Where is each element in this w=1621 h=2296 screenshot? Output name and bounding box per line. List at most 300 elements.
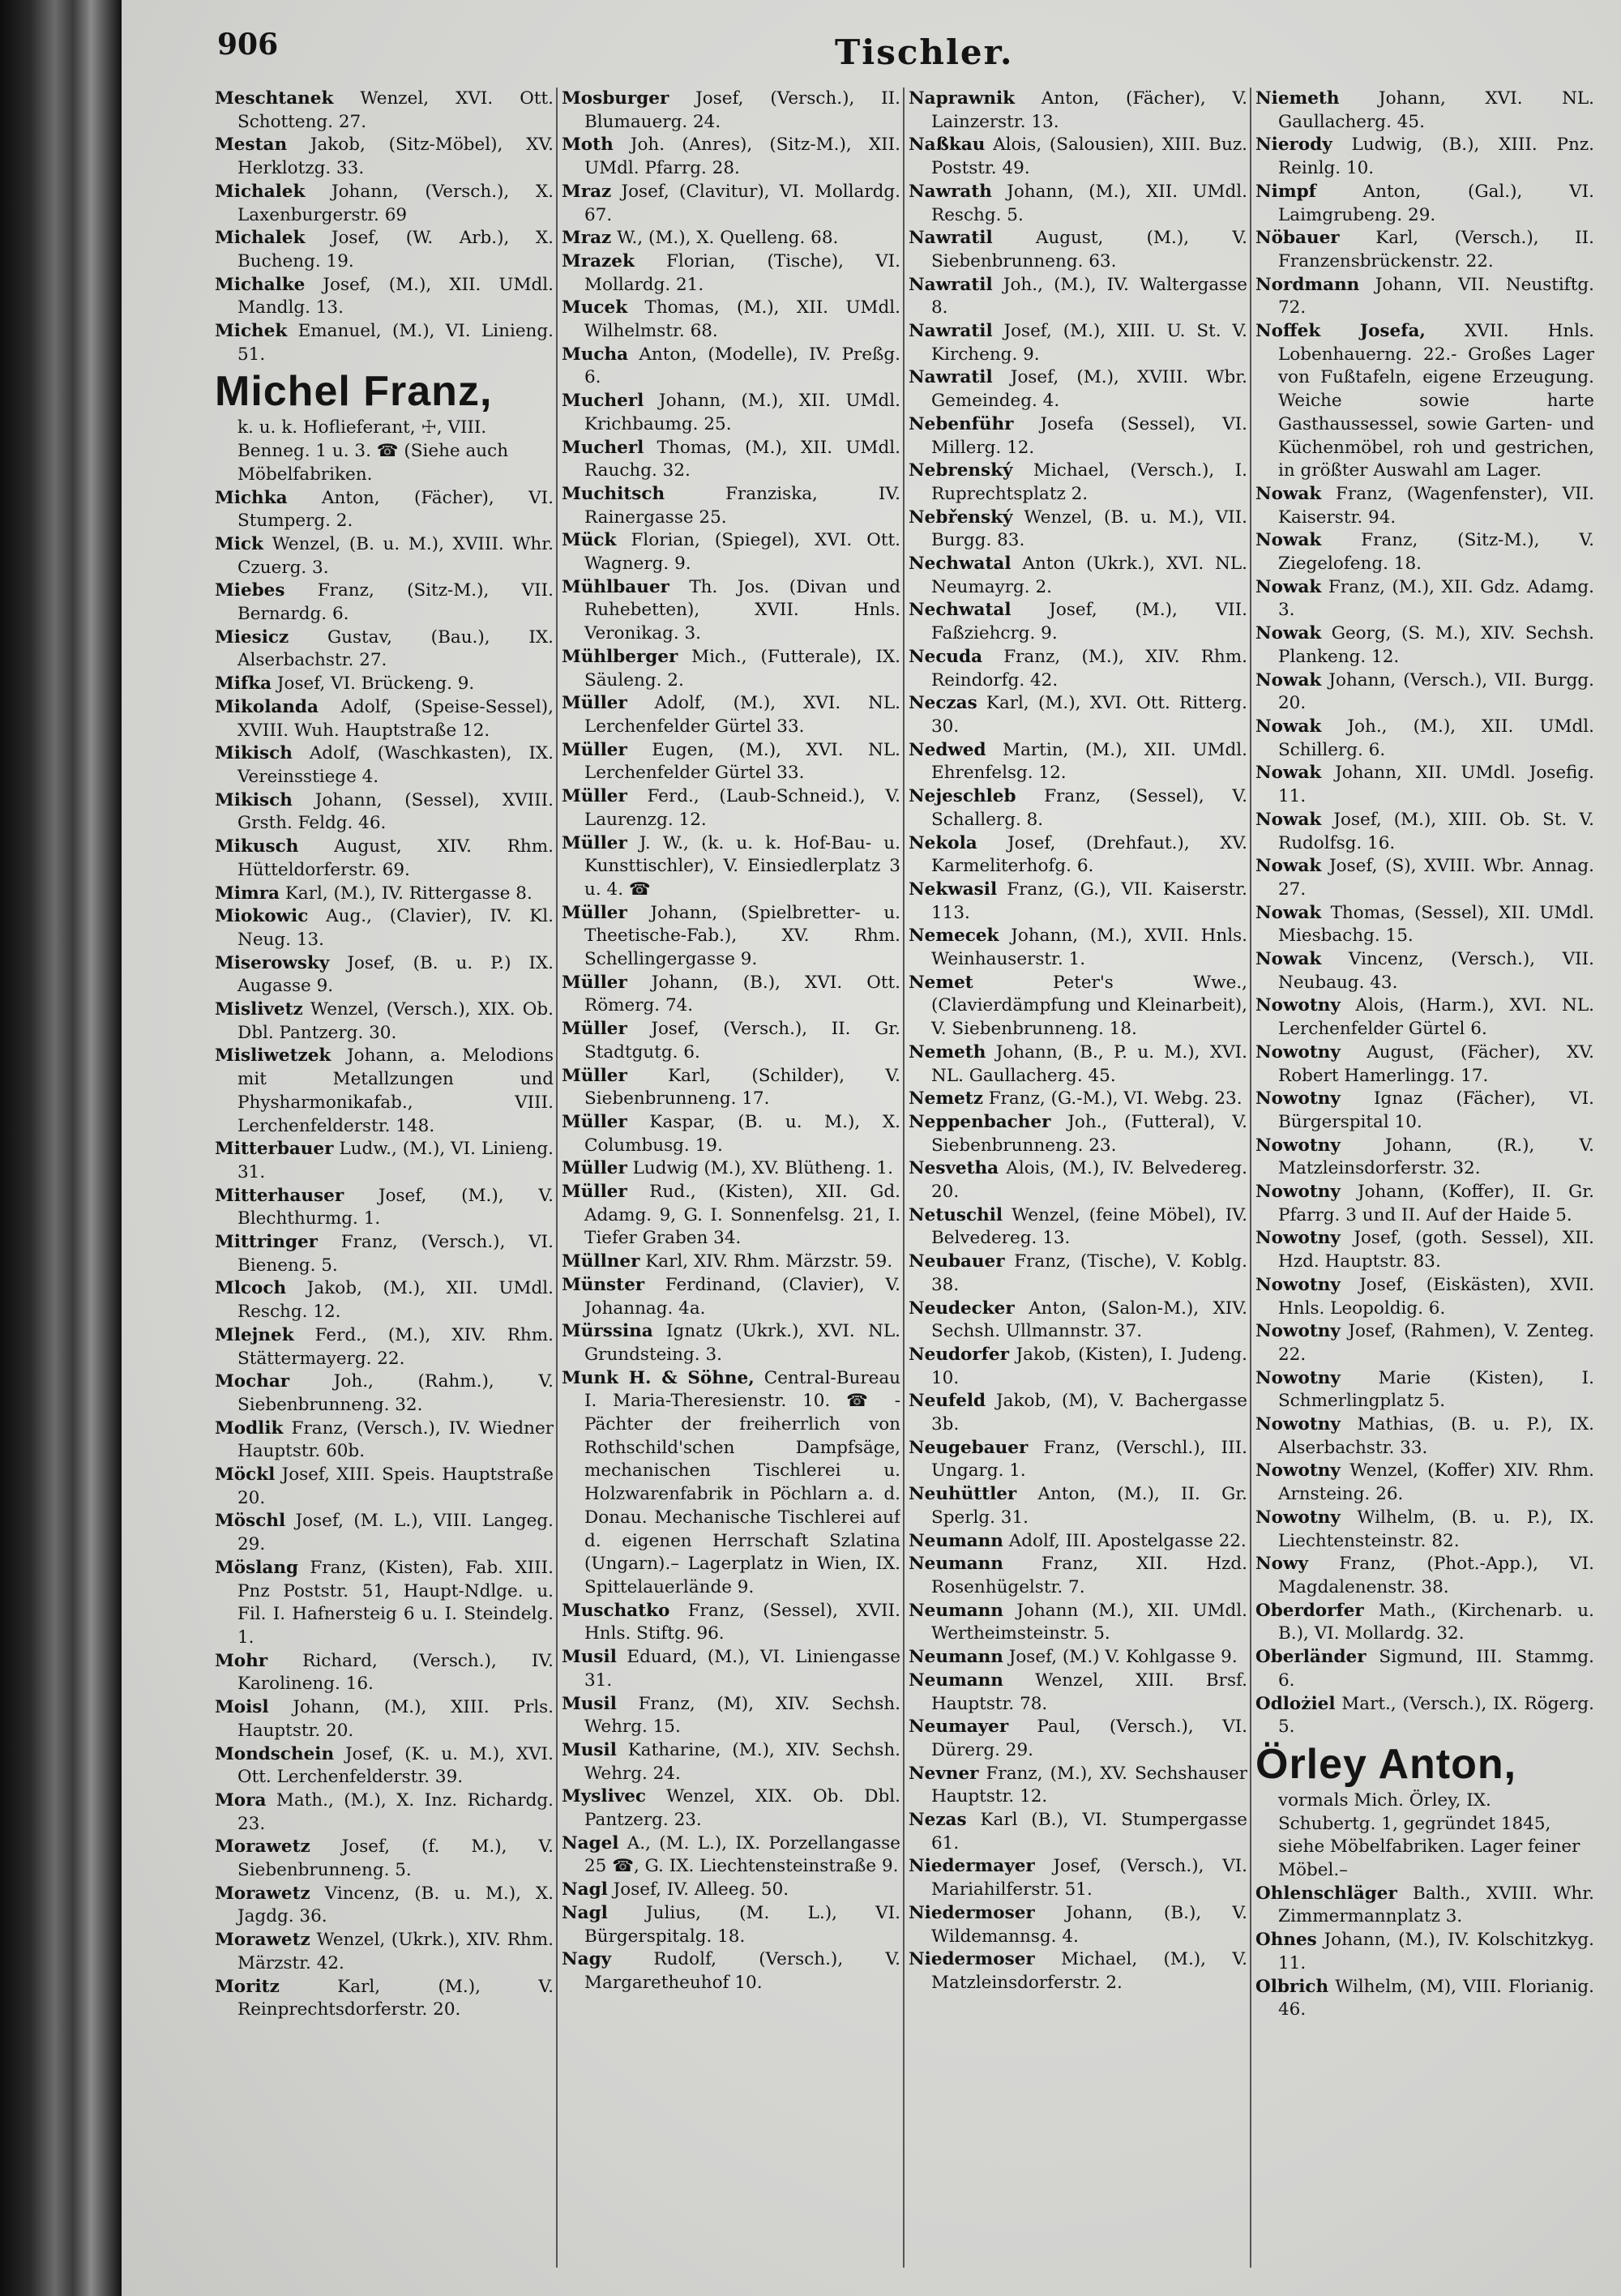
entry-name: Nowak	[1255, 530, 1322, 551]
entry-detail: Ferd., (Laub-Schneid.), V. Laurenzg. 12.	[584, 786, 900, 830]
directory-entry	[215, 1883, 554, 1929]
entry-name: Mucherl	[562, 437, 644, 458]
directory-entry	[1255, 1274, 1594, 1320]
directory-entry	[909, 1600, 1247, 1646]
entry-detail: Anton, (M.), II. Gr. Sperlg. 31.	[931, 1484, 1247, 1528]
entry-detail: Karl, (Versch.), II. Franzensbrückenstr. 22.	[1278, 228, 1594, 272]
entry-detail: Wenzel, XVI. Ott. Schotteng. 27.	[237, 88, 554, 132]
entry-detail: Franz, (Kisten), Fab. XIII. Pnz Poststr. 51, Haupt-Ndlge. u. Fil. I. Hafnersteig 6 u. I. Steindelg. 1.	[237, 1557, 554, 1648]
entry-detail: Josef, (f. M.), V. Siebenbrunneng. 5.	[237, 1836, 554, 1881]
entry-name: Mlcoch	[215, 1278, 287, 1299]
directory-entry	[215, 227, 554, 273]
directory-entry	[215, 952, 554, 998]
entry-detail: Franz, XII. Hzd. Rosenhügelstr. 7.	[931, 1554, 1247, 1597]
directory-entry	[215, 1185, 554, 1231]
directory-entry	[215, 836, 554, 882]
entry-name: Mick	[215, 533, 263, 554]
entry-detail: Johann, (Sessel), XVIII. Grsth. Feldg. 46.	[237, 789, 554, 834]
directory-entry	[562, 1018, 900, 1064]
entry-detail: Florian, (Tische), VI. Mollardg. 21.	[584, 250, 900, 295]
directory-entry	[909, 599, 1247, 645]
directory-entry	[562, 1367, 900, 1600]
directory-entry	[1255, 948, 1594, 994]
directory-entry	[562, 529, 900, 575]
directory-entry	[1255, 1929, 1594, 1975]
directory-entry	[215, 181, 554, 227]
entry-name: Nowy	[1255, 1554, 1308, 1575]
directory-entry	[562, 1274, 900, 1320]
entry-name: Moisl	[215, 1697, 269, 1718]
entry-detail: August, (Fächer), XV. Robert Hamerlingg. 17.	[1278, 1041, 1594, 1086]
entry-name: Nowotny	[1255, 1041, 1341, 1062]
entry-name: Odlożiel	[1255, 1693, 1336, 1714]
entry-detail: Ludwig, (B.), XIII. Pnz. Reinlg. 10.	[1278, 135, 1594, 179]
entry-name: Nowotny	[1255, 995, 1341, 1016]
directory-entry	[909, 553, 1247, 599]
directory-entry	[215, 673, 554, 696]
entry-name: Nesvetha	[909, 1158, 999, 1179]
entry-name: Mucherl	[562, 391, 644, 412]
entry-detail: Mich., (Futterale), IX. Säuleng. 2.	[584, 646, 900, 691]
entry-detail: Franz, (Verschl.), III. Ungarg. 1.	[931, 1437, 1247, 1481]
entry-name: Neudorfer	[909, 1344, 1009, 1365]
entry-name: Mestan	[215, 135, 288, 156]
entry-detail: Franz, (Versch.), IV. Wiedner Hauptstr. 60b.	[237, 1417, 554, 1462]
directory-entry	[215, 1138, 554, 1184]
directory-entry	[1255, 320, 1594, 483]
directory-entry	[909, 320, 1247, 366]
directory-entry	[909, 1298, 1247, 1344]
entry-detail: Ignaz (Fächer), VI. Bürgerspital 10.	[1278, 1088, 1594, 1132]
directory-entry	[562, 739, 900, 785]
entry-name: Müller	[562, 1065, 627, 1086]
entry-detail: Central-Bureau I. Maria-Theresienstr. 10. ☎ -Pächter der freiherrlich von Rothschild'schen Dampfsäge, mechanischen Tischlerei u. Holzwarenfabrik in Pöchlarn a. d. Donau. Mechanische Tischlerei auf d. eigenen Herrschaft Szlatina (Ungarn).– Lagerplatz in Wien, IX. Spittelauerlände 9.	[584, 1367, 900, 1597]
directory-entry	[215, 1417, 554, 1464]
entry-name: Mimra	[215, 883, 280, 904]
entry-name: Nowak	[1255, 669, 1322, 691]
directory-entry	[1255, 227, 1594, 273]
entry-name: Michalek	[215, 228, 306, 249]
entry-name: Nordmann	[1255, 274, 1360, 295]
entry-name: Möslang	[215, 1557, 299, 1578]
directory-entry	[215, 1789, 554, 1836]
entry-detail: Franz, (G.-M.), VI. Webg. 23.	[982, 1088, 1242, 1110]
directory-entry	[909, 134, 1247, 180]
directory-entry	[562, 250, 900, 297]
entry-name: Nemet	[909, 972, 973, 993]
entry-name: Niedermayer	[909, 1856, 1035, 1877]
entry-detail: Johann, XVI. NL. Gaullacherg. 45.	[1278, 88, 1594, 132]
entry-detail: Ignatz (Ukrk.), XVI. NL. Grundsteing. 3.	[584, 1321, 900, 1365]
entry-name: Nowotny	[1255, 1321, 1341, 1342]
directory-entry	[562, 1646, 900, 1692]
entry-name: Ohlenschläger	[1255, 1883, 1397, 1904]
directory-entry	[562, 1181, 900, 1251]
entry-name: Moth	[562, 135, 614, 156]
directory-entry	[1255, 274, 1594, 320]
entry-detail: Wenzel, (Ukrk.), XIV. Rhm. Märzstr. 42.	[237, 1930, 554, 1973]
directory-entry	[215, 1929, 554, 1975]
entry-name: Müller	[562, 1019, 627, 1040]
entry-detail: Josef, VI. Brückeng. 9.	[272, 673, 475, 695]
entry-name: Nowotny	[1255, 1182, 1341, 1203]
entry-name: Müller	[562, 972, 627, 993]
entry-name: Münster	[562, 1274, 645, 1295]
entry-name: Modlik	[215, 1417, 284, 1439]
entry-name: Neumann	[909, 1670, 1003, 1691]
entry-detail: Franziska, IV. Rainergasse 25.	[584, 483, 900, 528]
entry-name: Nagl	[562, 1879, 608, 1901]
directory-entry	[562, 1320, 900, 1366]
entry-name: Nebřenský	[909, 507, 1013, 528]
directory-entry	[215, 1836, 554, 1882]
entry-detail: Franz, (Tische), V. Koblg. 38.	[931, 1251, 1247, 1295]
entry-name: Nowotny	[1255, 1088, 1341, 1110]
entry-name: Neuhüttler	[909, 1484, 1017, 1505]
directory-entry	[909, 1088, 1247, 1111]
entry-name: Michalek	[215, 181, 306, 202]
entry-detail: Johann, a. Melodions mit Metallzungen und Physharmonikafab., VIII. Lerchenfelderstr. 148.	[237, 1045, 554, 1136]
directory-entry	[1255, 1135, 1594, 1181]
directory-entry	[215, 366, 554, 486]
directory-entry	[562, 1693, 900, 1739]
entry-detail: Wenzel, XIX. Ob. Dbl. Pantzerg. 23.	[584, 1786, 900, 1831]
directory-entry	[215, 789, 554, 836]
directory-entry	[215, 320, 554, 366]
directory-entry	[909, 832, 1247, 879]
entry-name: Mifka	[215, 673, 272, 695]
directory-entry	[562, 1902, 900, 1948]
entry-detail: Julius, (M. L.), VI. Bürgerspitalg. 18.	[584, 1902, 900, 1947]
directory-entry	[909, 1041, 1247, 1088]
entry-detail: Johann, (R.), V. Matzleinsdorferstr. 32.	[1278, 1135, 1594, 1179]
entry-detail: Eugen, (M.), XVI. NL. Lerchenfelder Gürtel 33.	[584, 739, 900, 784]
directory-entry	[562, 646, 900, 692]
directory-entry	[909, 1251, 1247, 1297]
directory-entry	[562, 483, 900, 529]
entry-detail: Jakob, (M), V. Bachergasse 3b.	[931, 1391, 1247, 1435]
directory-entry	[562, 1948, 900, 1995]
directory-entry	[215, 1277, 554, 1323]
directory-entry	[562, 1065, 900, 1111]
entry-detail: Gustav, (Bau.), IX. Alserbachstr. 27.	[237, 626, 554, 671]
entry-name: Nowak	[1255, 856, 1322, 877]
entry-detail: Johann, XII. UMdl. Josefig. 11.	[1278, 763, 1594, 807]
entry-name: Nemeth	[909, 1041, 986, 1062]
entry-name: Neugebauer	[909, 1437, 1029, 1458]
directory-entry	[562, 227, 900, 250]
entry-detail: Johann, (Versch.), VII. Burgg. 20.	[1278, 669, 1594, 714]
entry-detail: Josef, XIII. Speis. Hauptstraße 20.	[237, 1464, 554, 1508]
entry-name: Möckl	[215, 1464, 276, 1486]
directory-entry	[562, 390, 900, 436]
entry-detail: Josef, (B. u. P.) IX. Augasse 9.	[237, 952, 554, 997]
entry-detail: Adolf, (Waschkasten), IX. Vereinsstiege 4.	[237, 743, 554, 787]
entry-detail: J. W., (k. u. k. Hof-Bau- u. Kunsttischler), V. Einsiedlerplatz 3 u. 4. ☎	[584, 832, 900, 900]
entry-detail: Emanuel, (M.), VI. Linieng. 51.	[237, 321, 554, 365]
entry-name: Müller	[562, 1158, 627, 1179]
entry-name: Naßkau	[909, 135, 986, 156]
entry-name: Mittringer	[215, 1232, 318, 1253]
directory-entry	[1255, 1320, 1594, 1366]
directory-entry	[562, 785, 900, 832]
entry-name: Nowak	[1255, 483, 1322, 504]
entry-name: Noffek Josefa,	[1255, 321, 1426, 342]
entry-name: Müllner	[562, 1251, 640, 1272]
entry-detail: Franz, (Phot.-App.), VI. Magdalenenstr. 38.	[1278, 1554, 1594, 1597]
entry-name: Müller	[562, 832, 627, 853]
entry-name: Myslivec	[562, 1786, 646, 1807]
entry-detail: Franz, (Sitz-M.), VII. Bernardg. 6.	[237, 580, 554, 625]
entry-name: Neumann	[909, 1600, 1003, 1621]
entry-name: Mikusch	[215, 836, 299, 857]
entry-detail: Thomas, (M.), XII. UMdl. Wilhelmstr. 68.	[584, 297, 900, 342]
directory-entry	[1255, 1739, 1594, 1883]
entry-name: Örley Anton,	[1255, 1740, 1517, 1788]
directory-entry	[1255, 1181, 1594, 1227]
entry-detail: Wilhelm, (M), VIII. Florianig. 46.	[1278, 1976, 1594, 2020]
column-divider	[903, 88, 905, 2268]
entry-name: Mosburger	[562, 88, 669, 109]
directory-entry	[1255, 181, 1594, 227]
entry-detail: Wenzel, (B. u. M.), VII. Burgg. 83.	[931, 507, 1247, 551]
directory-entry	[909, 88, 1247, 134]
directory-entry	[909, 1716, 1247, 1762]
entry-detail: Franz, (M.), XII. Gdz. Adamg. 3.	[1278, 576, 1594, 621]
entry-name: Miserowsky	[215, 952, 330, 973]
directory-entry	[215, 626, 554, 673]
column-1	[215, 88, 554, 2276]
entry-name: Neudecker	[909, 1298, 1015, 1319]
directory-entry	[909, 1530, 1247, 1554]
entry-detail: Rudolf, (Versch.), V. Margaretheuhof 10.	[584, 1949, 900, 1993]
directory-entry	[215, 696, 554, 742]
entry-name: Niemeth	[1255, 88, 1340, 109]
entry-name: Nowak	[1255, 576, 1322, 597]
directory-entry	[1255, 809, 1594, 855]
directory-entry	[1255, 483, 1594, 529]
entry-name: Nawratil	[909, 321, 993, 342]
entry-detail: Sigmund, III. Stammg. 6.	[1278, 1647, 1594, 1691]
entry-name: Nowotny	[1255, 1414, 1341, 1435]
entry-name: Misliwetzek	[215, 1045, 331, 1067]
directory-entry	[1255, 762, 1594, 808]
entry-detail: Michael, (Versch.), I. Ruprechtsplatz 2.	[931, 460, 1247, 504]
entry-detail: Vincenz, (B. u. M.), X. Jagdg. 36.	[237, 1883, 554, 1927]
entry-name: Michel Franz,	[215, 368, 493, 416]
directory-entry	[215, 1464, 554, 1510]
entry-name: Mohr	[215, 1650, 268, 1671]
directory-entry	[1255, 1507, 1594, 1553]
directory-entry	[1255, 902, 1594, 948]
entry-name: Nedwed	[909, 739, 986, 760]
entry-name: Müller	[562, 693, 627, 714]
directory-entry	[1255, 1646, 1594, 1692]
entry-name: Mitterhauser	[215, 1185, 344, 1206]
column-divider	[1250, 88, 1251, 2268]
entry-detail: vormals Mich. Örley, IX. Schubertg. 1, gegründet 1845, siehe Möbelfabriken. Lager feiner Möbel.–	[1278, 1789, 1580, 1881]
entry-detail: Franz, (Sessel), V. Schallerg. 8.	[931, 786, 1247, 830]
entry-detail: Johann, (Koffer), II. Gr. Pfarrg. 3 und II. Auf der Haide 5.	[1278, 1182, 1594, 1225]
directory-entry	[562, 1879, 900, 1902]
entry-detail: Wenzel, (Versch.), XIX. Ob. Dbl. Pantzerg. 30.	[237, 999, 554, 1043]
entry-name: Musil	[562, 1739, 617, 1760]
entry-name: Mraz	[562, 181, 612, 202]
entry-detail: Thomas, (Sessel), XII. UMdl. Miesbachg. 15.	[1278, 902, 1594, 947]
entry-detail: Thomas, (M.), XII. UMdl. Rauchg. 32.	[584, 437, 900, 481]
entry-detail: Karl, (M.), V. Reinprechtsdorferstr. 20.	[237, 1976, 554, 2020]
entry-detail: Josef, (K. u. M.), XVI. Ott. Lerchenfelderstr. 39.	[237, 1743, 554, 1788]
entry-name: Michek	[215, 321, 288, 342]
entry-detail: Anton (Ukrk.), XVI. NL. Neumayrg. 2.	[931, 554, 1247, 597]
entry-detail: Alois, (Harm.), XVI. NL. Lerchenfelder Gürtel 6.	[1278, 995, 1594, 1040]
entry-name: Mraz	[562, 228, 612, 249]
entry-detail: Aug., (Clavier), IV. Kl. Neug. 13.	[237, 906, 554, 950]
entry-detail: A., (M. L.), IX. Porzellangasse 25 ☎, G. IX. Liechtensteinstraße 9.	[584, 1832, 900, 1877]
directory-entry	[909, 413, 1247, 460]
entry-name: Mühlbauer	[562, 576, 669, 597]
entry-name: Mürssina	[562, 1321, 653, 1342]
entry-detail: Karl (B.), VI. Stumpergasse 61.	[931, 1810, 1247, 1853]
directory-entry	[909, 1553, 1247, 1599]
directory-entry	[909, 972, 1247, 1041]
directory-entry	[215, 1045, 554, 1138]
directory-entry	[562, 902, 900, 972]
entry-name: Nöbauer	[1255, 228, 1340, 249]
entry-detail: Josef, (S), XVIII. Wbr. Annag. 27.	[1278, 856, 1594, 900]
entry-detail: Karl, (Schilder), V. Siebenbrunneng. 17.	[584, 1065, 900, 1110]
directory-page	[122, 0, 1621, 2296]
entry-detail: Josef, (Clavitur), VI. Mollardg. 67.	[584, 181, 900, 225]
entry-detail: Karl, (M.), IV. Rittergasse 8.	[279, 883, 532, 904]
entry-detail: Johann (M.), XII. UMdl. Wertheimsteinstr. 5.	[931, 1600, 1247, 1644]
entry-name: Nagy	[562, 1949, 612, 1970]
entry-detail: Franz, (Sessel), XVII. Hnls. Stiftg. 96.	[584, 1600, 900, 1644]
entry-detail: Johann, (M.), XVII. Hnls. Weinhauserstr. 1.	[931, 926, 1247, 970]
entry-name: Netuschil	[909, 1204, 1003, 1225]
entry-name: Nejeschleb	[909, 786, 1016, 807]
entry-detail: Josef, (M.), XVIII. Wbr. Gemeindeg. 4.	[931, 367, 1247, 412]
entry-name: Nowotny	[1255, 1367, 1341, 1388]
entry-detail: Franz, (M.), XIV. Rhm. Reindorfg. 42.	[931, 646, 1247, 691]
entry-detail: August, (M.), V. Siebenbrunneng. 63.	[931, 228, 1247, 272]
entry-name: Muschatko	[562, 1600, 670, 1621]
entry-name: Mondschein	[215, 1743, 335, 1764]
directory-entry	[215, 742, 554, 789]
directory-entry	[562, 437, 900, 483]
entry-name: Nechwatal	[909, 554, 1012, 575]
entry-name: Nowotny	[1255, 1274, 1341, 1295]
entry-name: Neubauer	[909, 1251, 1005, 1272]
entry-name: Mislivetz	[215, 999, 303, 1020]
entry-detail: Franz, (G.), VII. Kaiserstr. 113.	[931, 879, 1247, 923]
directory-entry	[909, 366, 1247, 413]
entry-detail: Josef, (goth. Sessel), XII. Hzd. Hauptstr. 83.	[1278, 1228, 1594, 1272]
entry-detail: Math., (M.), X. Inz. Richardg. 23.	[237, 1789, 554, 1834]
entry-detail: Franz, (Sitz-M.), V. Ziegelofeng. 18.	[1278, 530, 1594, 575]
directory-entry	[909, 460, 1247, 506]
entry-detail: Josef, (Eiskästen), XVII. Hnls. Leopoldig. 6.	[1278, 1274, 1594, 1319]
entry-name: Nowak	[1255, 763, 1322, 784]
directory-entry	[1255, 1088, 1594, 1134]
entry-name: Morawetz	[215, 1836, 310, 1858]
directory-entry	[215, 1510, 554, 1556]
entry-detail: Joh., (M.), IV. Waltergasse 8.	[931, 274, 1247, 319]
entry-name: Miesicz	[215, 626, 289, 648]
directory-entry	[909, 1483, 1247, 1529]
entry-name: Miokowic	[215, 906, 309, 927]
entry-detail: Josef, (Drehfaut.), XV. Karmeliterhofg. 6.	[931, 832, 1247, 877]
entry-detail: Anton, (Fächer), V. Lainzerstr. 13.	[931, 88, 1247, 132]
directory-entry	[1255, 669, 1594, 716]
entry-name: Niedermoser	[909, 1902, 1035, 1923]
entry-name: Neumann	[909, 1530, 1003, 1551]
directory-entry	[562, 1157, 900, 1181]
entry-name: Mrazek	[562, 250, 635, 272]
entry-detail: Ludw., (M.), VI. Linieng. 31.	[237, 1139, 554, 1182]
entry-detail: Johann, (M.), XIII. Prls. Hauptstr. 20.	[237, 1697, 554, 1741]
entry-detail: Martin, (M.), XII. UMdl. Ehrenfelsg. 12.	[931, 739, 1247, 784]
entry-name: Mück	[562, 530, 617, 551]
entry-detail: Johann, (B., P. u. M.), XVI. NL. Gaullacherg. 45.	[931, 1041, 1247, 1086]
entry-detail: Johann, (B.), XVI. Ott. Römerg. 74.	[584, 972, 900, 1016]
directory-entry	[215, 1696, 554, 1742]
directory-entry	[909, 646, 1247, 692]
entry-detail: Josef, (M.), XIII. Ob. St. V. Rudolfsg. 16.	[1278, 809, 1594, 853]
directory-entry	[562, 344, 900, 390]
directory-entry	[909, 1902, 1247, 1948]
entry-name: Nemetz	[909, 1088, 983, 1110]
entry-detail: Wenzel, (B. u. M.), XVIII. Whr. Czuerg. 3.	[237, 533, 554, 578]
entry-detail: Katharine, (M.), XIV. Sechsh. Wehrg. 24.	[584, 1739, 900, 1784]
directory-entry	[1255, 134, 1594, 180]
directory-entry	[562, 134, 900, 180]
directory-entry	[215, 134, 554, 180]
directory-entry	[1255, 529, 1594, 575]
directory-entry	[1255, 855, 1594, 901]
directory-entry	[215, 998, 554, 1045]
entry-name: Nezas	[909, 1810, 967, 1831]
entry-detail: Georg, (S. M.), XIV. Sechsh. Plankeng. 12.	[1278, 623, 1594, 667]
entry-detail: Anton, (Modelle), IV. Preßg. 6.	[584, 344, 900, 388]
entry-name: Mora	[215, 1789, 267, 1811]
entry-name: Oberländer	[1255, 1647, 1367, 1668]
entry-name: Nagl	[562, 1902, 608, 1923]
entry-name: Nimpf	[1255, 181, 1316, 202]
entry-name: Nowotny	[1255, 1135, 1341, 1156]
entry-name: Moritz	[215, 1976, 280, 1997]
entry-detail: Franz, (M), XIV. Sechsh. Wehrg. 15.	[584, 1693, 900, 1738]
entry-detail: Johann, (Spielbretter- u. Theetische-Fab.), XV. Rhm. Schellingergasse 9.	[584, 902, 900, 970]
entry-detail: k. u. k. Hoflieferant, ☩, VIII. Benneg. 1 u. 3. ☎ (Siehe auch Möbelfabriken.	[237, 417, 509, 485]
directory-entry	[909, 181, 1247, 227]
entry-detail: Kaspar, (B. u. M.), X. Columbusg. 19.	[584, 1111, 900, 1156]
entry-name: Nowotny	[1255, 1507, 1341, 1528]
directory-entry	[1255, 1600, 1594, 1646]
entry-name: Mikisch	[215, 743, 293, 764]
entry-name: Mochar	[215, 1371, 290, 1392]
entry-detail: XVII. Hnls. Lobenhauerng. 22.- Großes Lager von Fußtafeln, eigene Erzeugung. Weiche sowie harte Gasthaussessel, sowie Garten- und Küchenmöbel, roh und gestrichen, in größter Auswahl am Lager.	[1278, 321, 1594, 481]
entry-name: Neczas	[909, 693, 977, 714]
entry-detail: Richard, (Versch.), IV. Karolineng. 16.	[237, 1650, 554, 1695]
entry-name: Nebenführ	[909, 413, 1014, 434]
directory-entry	[562, 1600, 900, 1646]
entry-name: Olbrich	[1255, 1976, 1329, 1997]
entry-detail: Josef, (M.), V. Blechthurmg. 1.	[237, 1185, 554, 1229]
directory-entry	[1255, 1460, 1594, 1506]
entry-detail: Wenzel, XIII. Brsf. Hauptstr. 78.	[931, 1670, 1247, 1714]
entry-name: Neumayer	[909, 1717, 1009, 1738]
